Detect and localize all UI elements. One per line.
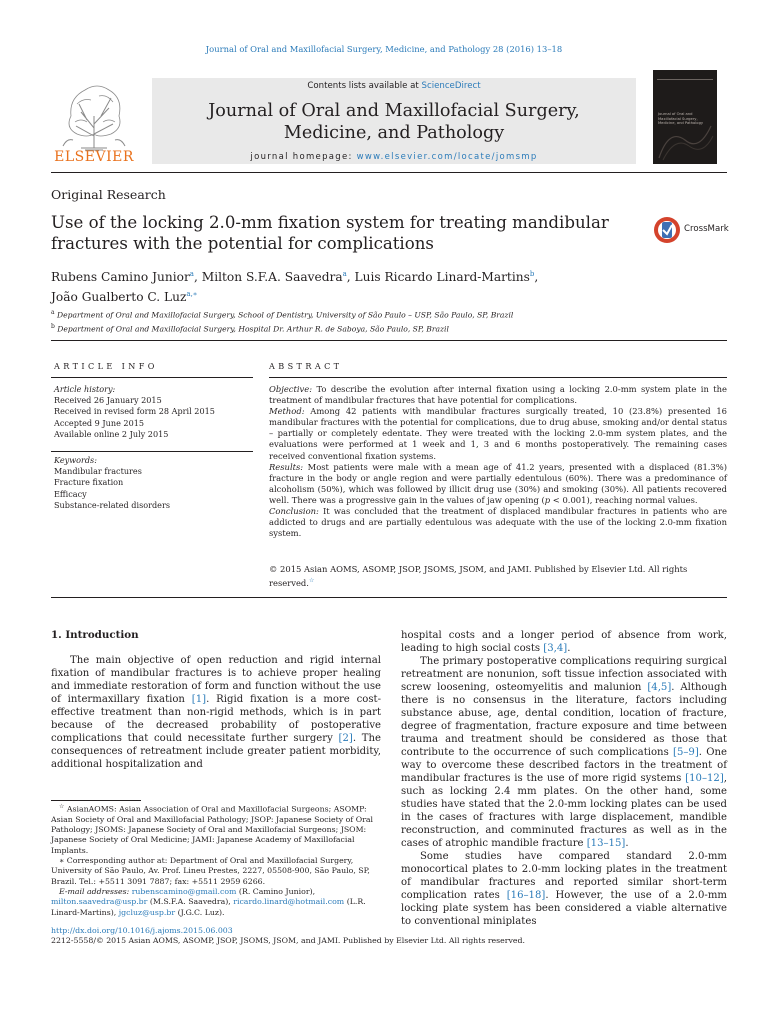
issn-copyright-line: 2212-5558/© 2015 Asian AOMS, ASOMP, JSOP, JSOMS, JSOM, and JAMI. Published by Elsevier Ltd. All rights reserved. bbox=[51, 936, 525, 945]
author-separator: , bbox=[193, 270, 202, 285]
author-affiliation-marker[interactable]: b bbox=[529, 270, 535, 278]
author[interactable]: Milton S.F.A. Saavedra bbox=[201, 270, 343, 285]
history-item: Accepted 9 June 2015 bbox=[54, 417, 145, 428]
affiliation-marker: a bbox=[51, 309, 55, 316]
affiliation-text: Department of Oral and Maxillofacial Surgery, School of Dentistry, University of São Paulo – USP, São Paulo, SP, Brazil bbox=[57, 310, 514, 320]
method-label: Method: bbox=[269, 406, 305, 417]
keywords-label: Keywords: bbox=[54, 455, 97, 465]
email-owner: (L.R. Linard-Martins), bbox=[51, 897, 366, 917]
crossmark-badge[interactable] bbox=[653, 214, 727, 246]
article-title: Use of the locking 2.0-mm fixation system for treating mandibular fractures with the potential for complications bbox=[51, 213, 609, 253]
paragraph bbox=[401, 655, 727, 850]
history-item: Available online 2 July 2015 bbox=[54, 428, 169, 439]
citation-link[interactable]: [1] bbox=[191, 694, 207, 705]
paragraph-text: The primary postoperative complications requiring surgical retreatment are nonunion, soft tissue infection associated with screw loosening, osteomyelitis and malunion bbox=[401, 656, 727, 693]
author[interactable]: João Gualberto C. Luz bbox=[51, 290, 187, 305]
homepage-prefix: journal homepage: bbox=[250, 152, 357, 162]
history-item: Received 26 January 2015 bbox=[54, 395, 162, 406]
citation-link[interactable]: [4,5] bbox=[647, 682, 672, 693]
history-label: Article history: bbox=[54, 384, 116, 394]
corresponding-footnote bbox=[51, 856, 381, 887]
contents-prefix: Contents lists available at bbox=[307, 81, 422, 91]
paragraph bbox=[401, 850, 727, 928]
paragraph bbox=[51, 654, 381, 771]
article-history bbox=[54, 384, 254, 440]
author-affiliation-marker[interactable]: a,∗ bbox=[186, 290, 198, 299]
citation-link[interactable]: [2] bbox=[338, 733, 353, 744]
copyright-footnote-marker[interactable]: ☆ bbox=[308, 577, 315, 584]
results-text-end: < 0.001), reaching normal values. bbox=[550, 494, 698, 505]
cover-title-text: Journal of Oral and Maxillofacial Surgery, Medicine, and Pathology bbox=[658, 112, 704, 125]
body-column-left bbox=[51, 629, 381, 771]
citation-link[interactable]: [10–12] bbox=[685, 773, 724, 784]
results-p-symbol: p bbox=[544, 494, 551, 505]
keywords-rule bbox=[51, 451, 253, 452]
journal-homepage-line bbox=[152, 152, 636, 162]
footnote-marker: ☆ bbox=[59, 803, 65, 810]
citation-link[interactable]: [13–15] bbox=[586, 838, 626, 849]
contents-available-line bbox=[152, 81, 636, 91]
keyword: Mandibular fractures bbox=[54, 466, 142, 477]
email-link[interactable]: rubenscamino@gmail.com bbox=[131, 886, 237, 896]
author[interactable]: Rubens Camino Junior bbox=[51, 270, 190, 285]
author-list bbox=[51, 266, 651, 306]
paragraph bbox=[401, 629, 727, 655]
paragraph-text: . bbox=[567, 643, 571, 654]
cover-artwork bbox=[655, 118, 715, 162]
footnote-rule bbox=[51, 800, 141, 801]
email-owner: (M.S.F.A. Saavedra), bbox=[147, 897, 234, 907]
article-info-heading: ARTICLE INFO bbox=[54, 361, 158, 371]
keyword: Efficacy bbox=[54, 488, 87, 499]
abstract-copyright bbox=[269, 564, 727, 589]
conclusion-label: Conclusion: bbox=[269, 506, 319, 517]
copyright-text: © 2015 Asian AOMS, ASOMP, JSOP, JSOMS, JSOM, and JAMI. Published by Elsevier Ltd. All rights reserved. bbox=[269, 564, 688, 588]
email-label: E-mail addresses: bbox=[59, 886, 130, 896]
email-footnote bbox=[51, 887, 381, 918]
affiliation-item bbox=[51, 321, 711, 335]
journal-title-line-1: Journal of Oral and Maxillofacial Surgery, bbox=[208, 101, 580, 121]
citation-link[interactable]: [3,4] bbox=[543, 643, 568, 654]
conclusion-text: It was concluded that the treatment of displaced mandibular fractures in patients who are addicted to drugs and are partially edentulous was adequate with the use of the locking 2.0-mm fixation system. bbox=[269, 506, 727, 539]
email-link[interactable]: milton.saavedra@usp.br bbox=[51, 897, 148, 907]
abstract-heading: ABSTRACT bbox=[269, 361, 343, 371]
paragraph-text: Some studies have compared standard 2.0-mm monocortical plates to 2.0-mm locking plates in the treatment of mandibular fractures and reported similar short-term complication rates bbox=[401, 851, 727, 901]
footnotes bbox=[51, 802, 381, 918]
author[interactable]: Luis Ricardo Linard-Martins bbox=[354, 270, 530, 285]
email-owner: (R. Camino Junior), bbox=[236, 886, 316, 896]
citation-link[interactable]: [16–18] bbox=[506, 890, 546, 901]
doi-link[interactable]: http://dx.doi.org/10.1016/j.ajoms.2015.06.003 bbox=[51, 926, 233, 935]
elsevier-wordmark: ELSEVIER bbox=[54, 149, 134, 165]
abstract-objective bbox=[269, 384, 727, 406]
abbreviation-text: AsianAOMS: Asian Association of Oral and Maxillofacial Surgeons; ASOMP: Asian Society of Oral and Maxillofacial Pathology; JSOP: Japanese Society of Oral Pathology; JSOMS: Japanese Society of Oral and Maxillofacial Surgeons; JSOM: Japanese Society of Oral Medicine; JAMI: Japanese Academy of Maxillofacial Implants. bbox=[51, 804, 373, 855]
journal-title-line-2: Medicine, and Pathology bbox=[283, 123, 505, 143]
footnote-marker: ∗ bbox=[59, 856, 65, 866]
homepage-link[interactable]: www.elsevier.com/locate/jomsmp bbox=[356, 152, 538, 162]
history-item: Received in revised form 28 April 2015 bbox=[54, 406, 215, 417]
header-rule bbox=[51, 172, 727, 173]
author-affiliation-marker[interactable]: a bbox=[189, 270, 194, 278]
article-section-type: Original Research bbox=[51, 187, 166, 202]
paragraph-text: . One way to overcome these described factors in the treatment of mandibular fractures is the use of more rigid systems bbox=[401, 747, 727, 784]
keyword: Fracture fixation bbox=[54, 477, 124, 488]
keyword: Substance-related disorders bbox=[54, 499, 170, 510]
sciencedirect-link[interactable]: ScienceDirect bbox=[421, 81, 481, 91]
abbreviation-footnote bbox=[51, 802, 381, 856]
abstract-body bbox=[269, 384, 727, 539]
affiliation-text: Department of Oral and Maxillofacial Surgery, Hospital Dr. Arthur R. de Saboya, São Paulo, SP, Brazil bbox=[57, 324, 449, 334]
abstract-conclusion bbox=[269, 506, 727, 539]
objective-label: Objective: bbox=[269, 384, 313, 394]
author-separator: , bbox=[534, 270, 539, 285]
abstract-rule bbox=[269, 377, 727, 378]
paragraph-text: The main objective of open reduction and rigid internal fixation of mandibular fractures is to achieve proper healing and immediate restoration of form and function without the use of intermaxillary fixation bbox=[51, 655, 381, 705]
affiliation-item bbox=[51, 307, 711, 321]
affiliation-marker: b bbox=[51, 322, 55, 330]
abstract-results bbox=[269, 462, 727, 506]
paragraph-text: . bbox=[625, 838, 629, 849]
crossmark-icon bbox=[653, 214, 683, 246]
method-text: Among 42 patients with mandibular fractures surgically treated, 10 (23.8%) presented 16 mandibular fractures with the potential for complications, due to drug abuse, smoking and/or dental status – partially or completely edentate. They were treated with the locking 2.0-mm system plates, and the evaluations were performed at 1 week and 1, 3 and 6 months postoperatively. The remaining cases received conventional fixation systems. bbox=[269, 406, 727, 461]
results-text: Most patients were male with a mean age of 41.2 years, presented with a displaced (81.3%) fracture in the body or angle region and were partially edentulous (60%). There was a predominance of alcoholism (50%), which was followed by illicit drug use (30%) and smoking (30%). All patients recovered well. There was a progressive gain in the values of jaw opening ( bbox=[269, 461, 727, 505]
journal-title bbox=[152, 100, 636, 144]
author-separator: , bbox=[346, 270, 355, 285]
email-owner: (J.G.C. Luz). bbox=[175, 907, 225, 917]
paragraph-text: . Rigid fixation is a more cost-effective treatment than non-rigid methods, which is in part because of the decreased probability of postoperative complications that could necessitate further surgery bbox=[51, 694, 381, 744]
body-column-right bbox=[401, 629, 727, 928]
affiliation-rule bbox=[51, 340, 727, 341]
affiliations bbox=[51, 307, 711, 334]
corresponding-text: Corresponding author at: Department of Oral and Maxillofacial Surgery, University of São Paulo, Av. Prof. Lineu Prestes, 2227, 05508-900, São Paulo, SP, Brazil. Tel.: +5511 3091 7887; fax: +5511 2959 6266. bbox=[51, 856, 370, 886]
cover-divider bbox=[657, 79, 713, 80]
crossmark-label: CrossMark bbox=[684, 224, 729, 234]
paragraph-text: . However, the use of a 2.0-mm locking plate system has been considered a viable alternative to conventional miniplates bbox=[401, 890, 727, 927]
abstract-method bbox=[269, 406, 727, 461]
abstract-bottom-rule bbox=[51, 597, 727, 598]
paragraph-text: . Although there is no consensus in the literature, factors including substance abuse, age, dental condition, location of fracture, degree of fragmentation, fracture exposure and time between trauma and treatment should be considered as those that contribute to the occurrence of such complications bbox=[401, 682, 727, 758]
article-info-rule bbox=[51, 377, 253, 378]
paragraph-text: , such as locking 2.4 mm plates. On the other hand, some studies have stated that the 2.0-mm locking plates can be used in the cases of fractures with large displacement, mandible reconstruction, and comminuted fractures as well as in the cases of atrophic mandible fracture bbox=[401, 773, 727, 849]
email-link[interactable]: ricardo.linard@hotmail.com bbox=[233, 897, 345, 907]
email-link[interactable]: jgcluz@usp.br bbox=[118, 907, 176, 917]
citation-link[interactable]: [5–9] bbox=[673, 747, 699, 758]
journal-citation-link[interactable]: Journal of Oral and Maxillofacial Surgery, Medicine, and Pathology 28 (2016) 13–18 bbox=[205, 44, 563, 54]
author-affiliation-marker[interactable]: a bbox=[342, 270, 347, 278]
paragraph-text: . The consequences of retreatment include greater patient morbidity, additional hospitalization and bbox=[51, 733, 382, 770]
introduction-heading: 1. Introduction bbox=[51, 629, 139, 641]
paragraph-text: hospital costs and a longer period of absence from work, leading to high social costs bbox=[401, 630, 727, 654]
keywords bbox=[54, 455, 254, 511]
results-label: Results: bbox=[269, 461, 304, 472]
objective-text: To describe the evolution after internal fixation using a locking 2.0-mm system plate in the treatment of mandibular fractures that have potential for complications. bbox=[269, 384, 727, 406]
